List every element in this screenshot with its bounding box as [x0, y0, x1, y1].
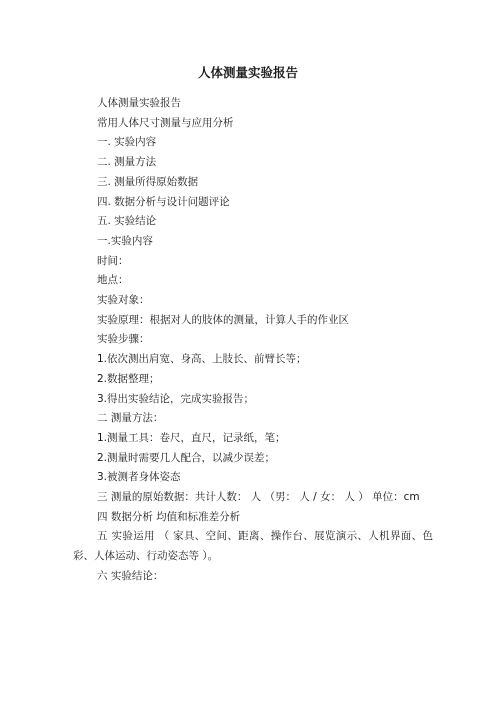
text-line: 二 测量方法： — [97, 412, 164, 425]
text-line: 五 实验运用 （ 家具、空间、距离、操作台、展览演示、人机界面、色彩、人体运动、行动姿态等 ）。 — [73, 530, 433, 563]
text-line: 实验对象： — [97, 294, 150, 307]
text-line: 常用人体尺寸测量与应用分析 — [97, 116, 234, 129]
text-line: 3.得出实验结论，完成实验报告； — [97, 392, 255, 405]
document-title: 人体测量实验报告 — [197, 65, 298, 80]
text-line: 时间： — [97, 254, 129, 267]
text-line: 实验原理：根据对人的肢体的测量，计算人手的作业区 — [97, 313, 349, 326]
text-line: 四. 数据分析与设计问题评论 — [97, 195, 230, 208]
text-line: 1.测量工具：卷尺，直尺，记录纸，笔； — [97, 431, 286, 444]
text-line: 实验步骤： — [97, 333, 150, 346]
document-body — [73, 94, 433, 587]
text-line: 四 数据分析 均值和标准差分析 — [97, 510, 241, 523]
text-line: 1.依次测出肩宽、身高、上肢长、前臂长等； — [97, 353, 307, 366]
text-line: 三 测量的原始数据：共计人数： 人 （男： 人 / 女： 人 ） 单位：cm — [97, 491, 420, 504]
text-line: 二. 测量方法 — [97, 156, 157, 169]
text-line: 一. 实验内容 — [97, 136, 157, 149]
text-line: 2.数据整理； — [97, 372, 160, 385]
text-line: 2.测量时需要几人配合，以减少误差； — [97, 451, 276, 464]
text-line: 人体测量实验报告 — [97, 97, 181, 109]
text-line: 三. 测量所得原始数据 — [97, 175, 199, 188]
text-line: 地点： — [97, 274, 129, 287]
text-line: 五. 实验结论 — [97, 215, 157, 228]
text-line: 3.被测者身体姿态 — [97, 471, 181, 484]
text-line: 一.实验内容 — [97, 234, 153, 247]
text-line: 六 实验结论： — [97, 569, 164, 582]
